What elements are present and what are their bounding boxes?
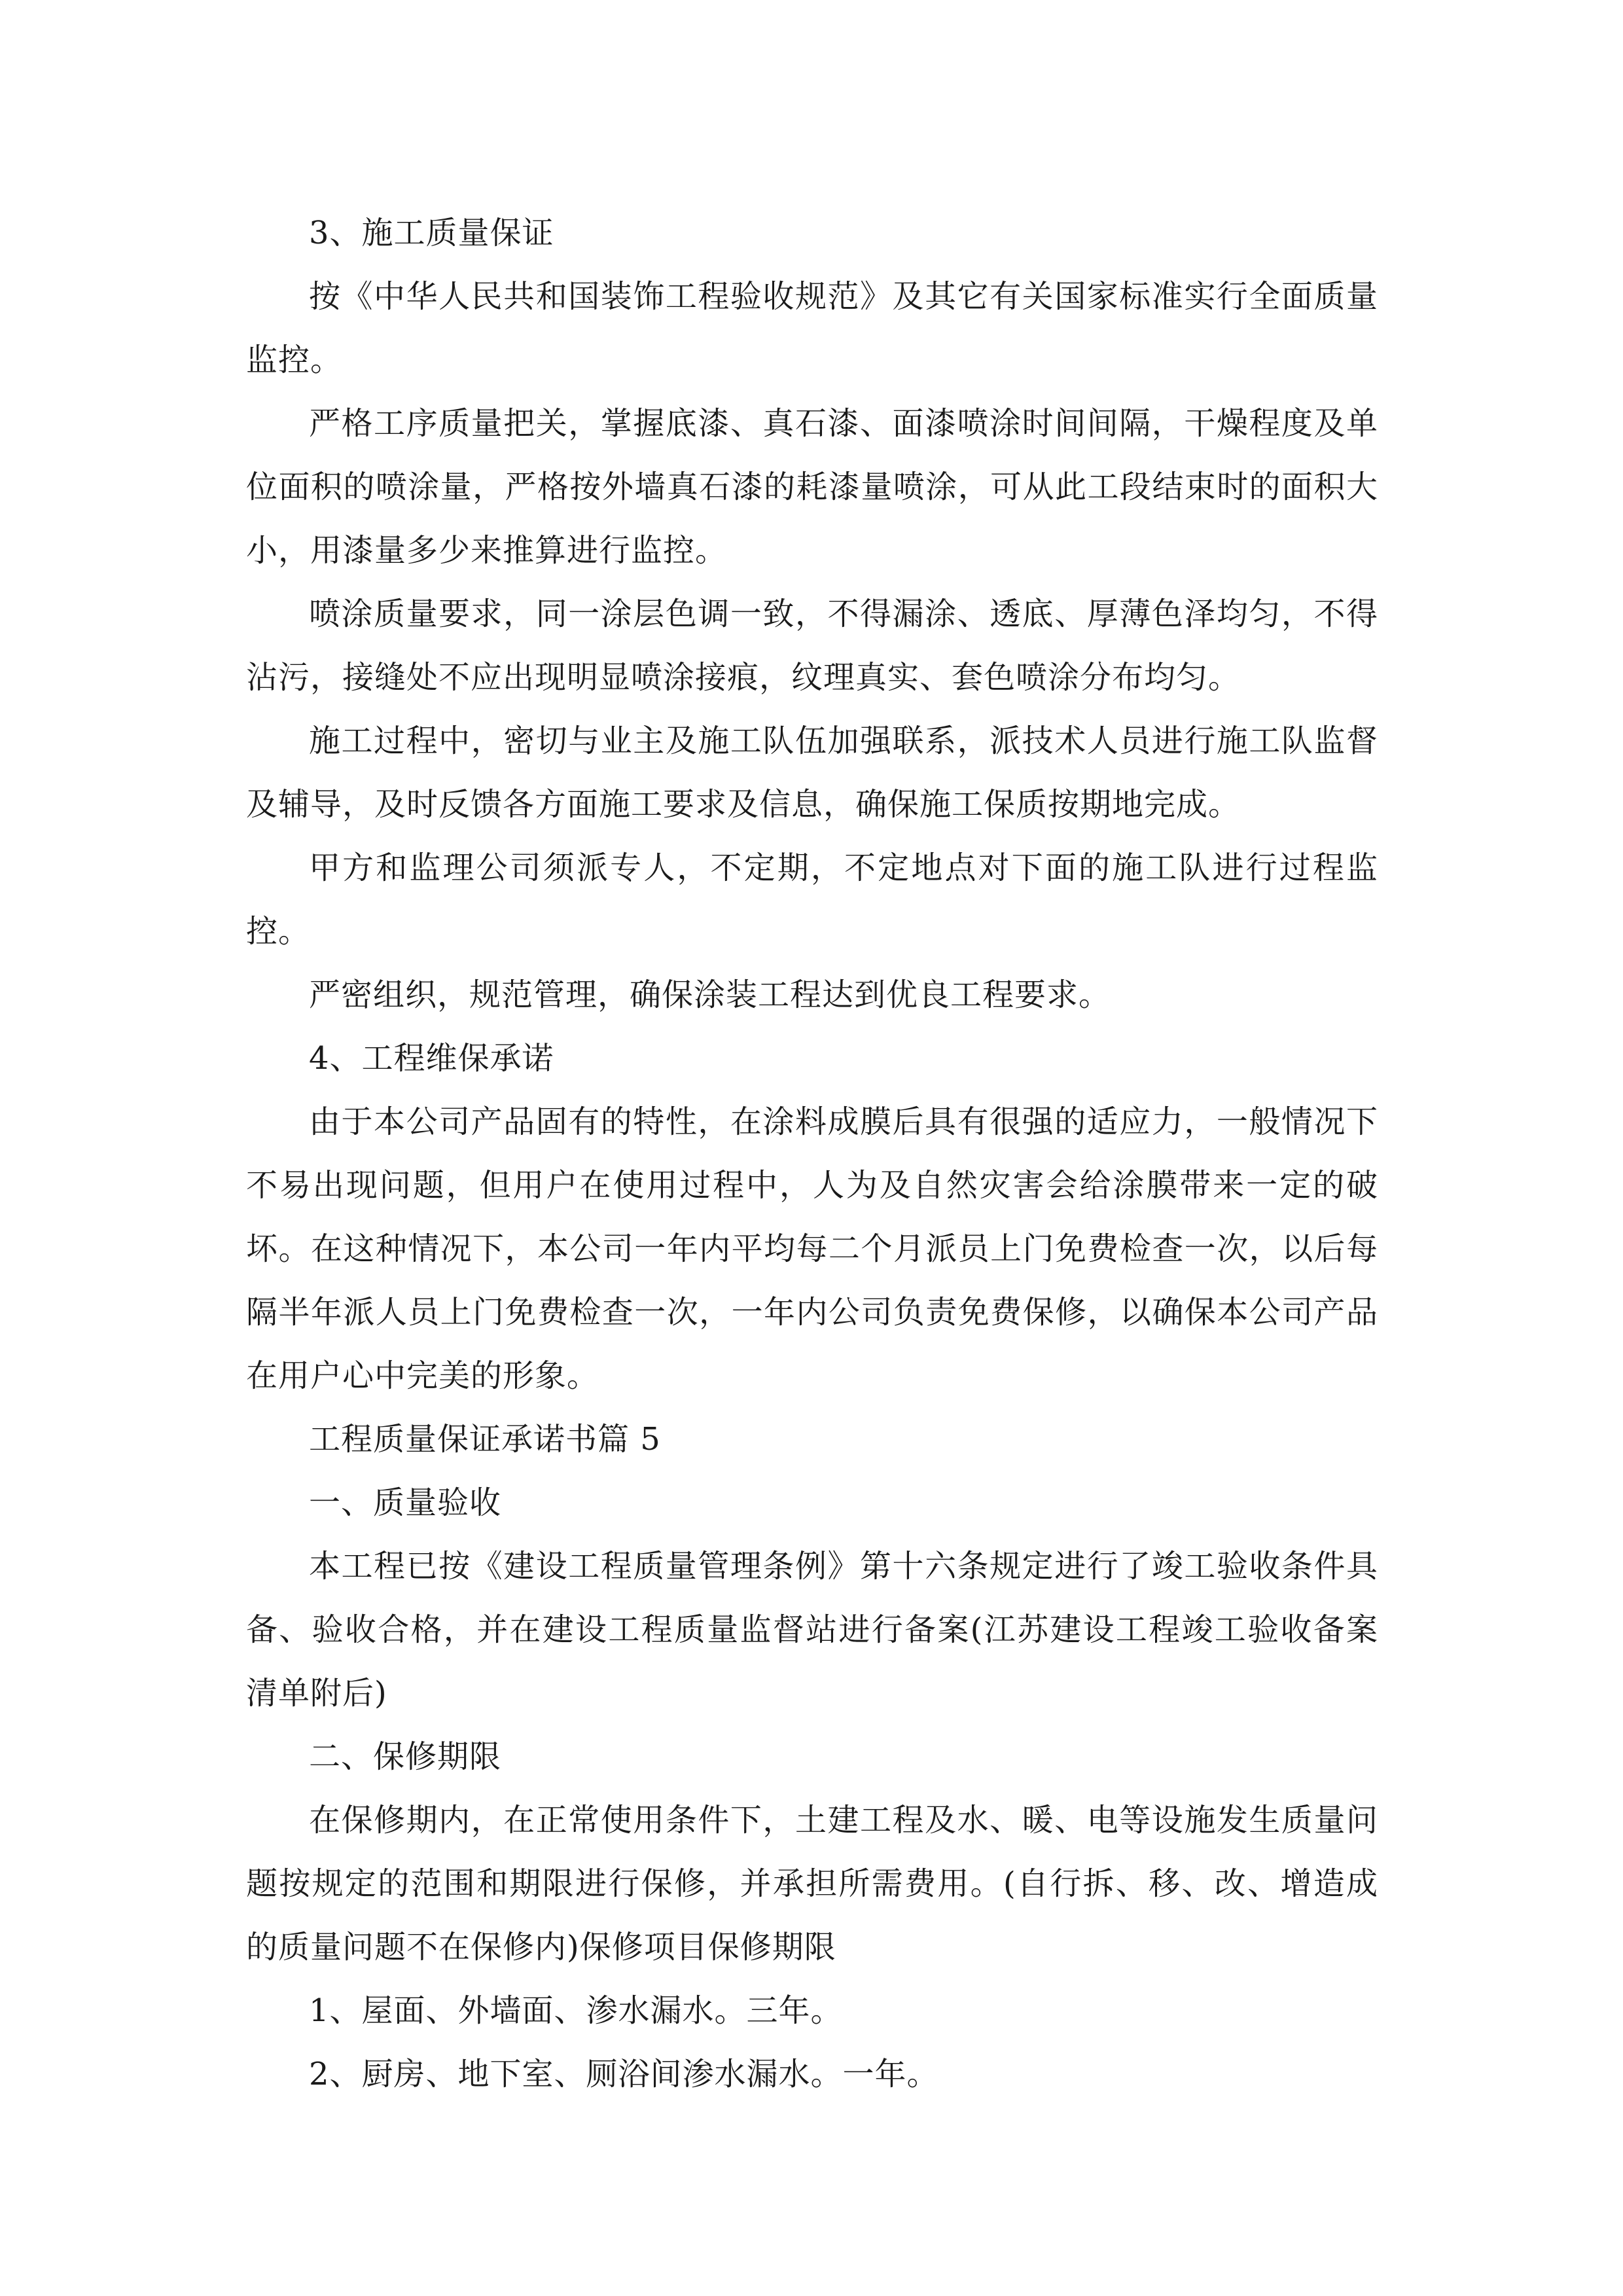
paragraph-acceptance: 本工程已按《建设工程质量管理条例》第十六条规定进行了竣工验收条件具备、验收合格，并在建设工程质量监督站进行备案(江苏建设工程竣工验收备案清单附后) bbox=[246, 1548, 1378, 1712]
heading-quality-acceptance: 一、质量验收 bbox=[309, 1484, 502, 1521]
paragraph-standards: 按《中华人民共和国装饰工程验收规范》及其它有关国家标准实行全面质量监控。 bbox=[246, 278, 1378, 378]
document-body bbox=[246, 202, 1378, 2106]
paragraph-supervision: 甲方和监理公司须派专人，不定期，不定地点对下面的施工队进行过程监控。 bbox=[246, 850, 1378, 950]
list-item-kitchen: 2、厨房、地下室、厕浴间渗水漏水。一年。 bbox=[309, 2056, 939, 2092]
paragraph-organization: 严密组织，规范管理，确保涂装工程达到优良工程要求。 bbox=[309, 977, 1111, 1013]
list-item-roof: 1、屋面、外墙面、渗水漏水。三年。 bbox=[309, 1992, 843, 2029]
section-title-part5: 工程质量保证承诺书篇 5 bbox=[309, 1421, 661, 1458]
paragraph-maintenance: 由于本公司产品固有的特性，在涂料成膜后具有很强的适应力，一般情况下不易出现问题，但用户在使用过程中，人为及自然灾害会给涂膜带来一定的破坏。在这种情况下，本公司一年内平均每二个月派员上门免费检查一次，以后每隔半年派人员上门免费检查一次，一年内公司负责免费保修，以确保本公司产品在用户心中完美的形象。 bbox=[246, 1103, 1378, 1394]
heading-construction-quality: 3、施工质量保证 bbox=[309, 215, 554, 251]
paragraph-warranty: 在保修期内，在正常使用条件下，土建工程及水、暖、电等设施发生质量问题按规定的范围和期限进行保修，并承担所需费用。(自行拆、移、改、增造成的质量问题不在保修内)保修项目保修期限 bbox=[246, 1802, 1378, 1965]
paragraph-spray-quality: 喷涂质量要求，同一涂层色调一致，不得漏涂、透底、厚薄色泽均匀，不得沾污，接缝处不应出现明显喷涂接痕，纹理真实、套色喷涂分布均匀。 bbox=[246, 596, 1378, 696]
heading-warranty-period: 二、保修期限 bbox=[309, 1738, 502, 1775]
paragraph-process-control: 严格工序质量把关，掌握底漆、真石漆、面漆喷涂时间间隔，干燥程度及单位面积的喷涂量，严格按外墙真石漆的耗漆量喷涂，可从此工段结束时的面积大小，用漆量多少来推算进行监控。 bbox=[246, 405, 1378, 569]
paragraph-construction-process: 施工过程中，密切与业主及施工队伍加强联系，派技术人员进行施工队监督及辅导，及时反馈各方面施工要求及信息，确保施工保质按期地完成。 bbox=[246, 723, 1378, 823]
heading-maintenance-commitment: 4、工程维保承诺 bbox=[309, 1040, 554, 1077]
